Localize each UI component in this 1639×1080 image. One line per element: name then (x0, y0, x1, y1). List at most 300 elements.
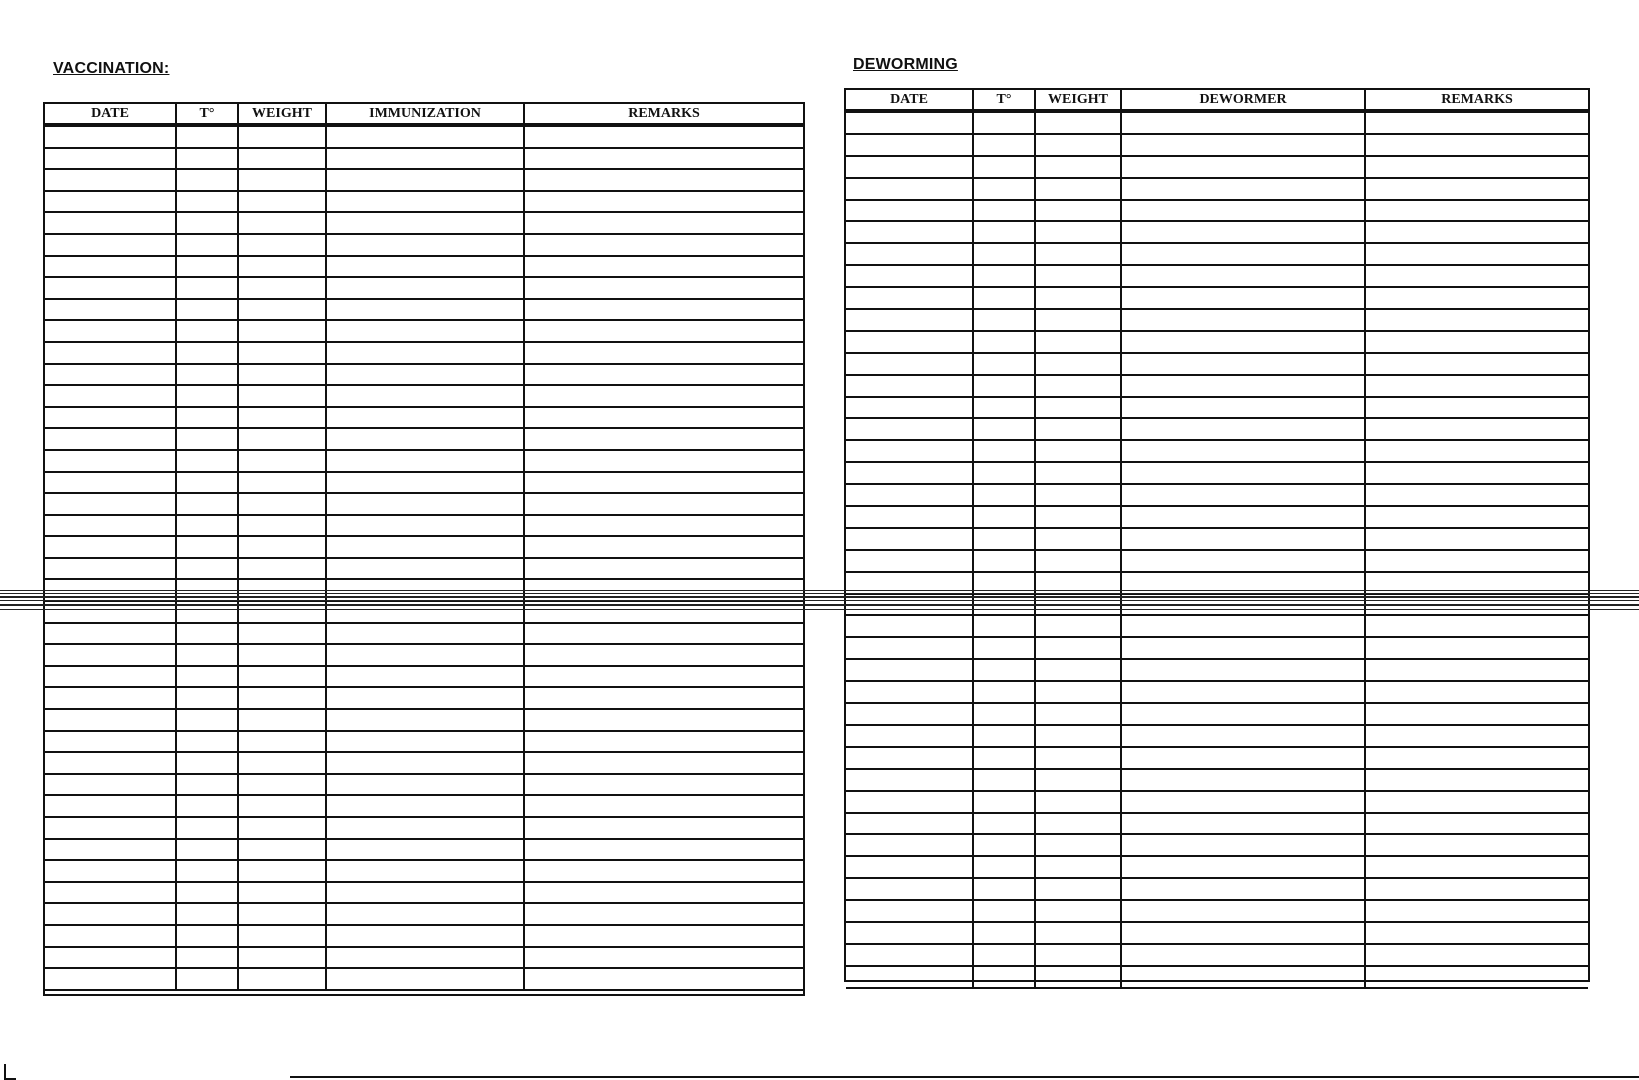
table-row (45, 300, 803, 322)
table-cell (846, 507, 974, 527)
table-cell (239, 688, 327, 708)
table-cell (177, 688, 239, 708)
table-cell (45, 278, 177, 298)
table-cell (525, 969, 803, 989)
table-cell (239, 516, 327, 536)
table-row (45, 818, 803, 840)
table-cell (525, 408, 803, 428)
table-cell (846, 551, 974, 571)
table-cell (1036, 507, 1122, 527)
vaccination-table (43, 102, 805, 996)
table-cell (1036, 923, 1122, 943)
table-cell (327, 883, 525, 903)
table-cell (974, 398, 1036, 418)
table-cell (525, 624, 803, 644)
table-cell (177, 861, 239, 881)
table-row (846, 507, 1588, 529)
table-cell (1122, 660, 1366, 680)
table-cell (974, 792, 1036, 812)
table-cell (525, 732, 803, 752)
table-cell (974, 310, 1036, 330)
column-header-weight: WEIGHT (239, 104, 327, 123)
table-cell (239, 235, 327, 255)
table-row (45, 494, 803, 516)
table-cell (525, 149, 803, 169)
table-row (45, 645, 803, 667)
table-cell (525, 300, 803, 320)
table-cell (1036, 485, 1122, 505)
table-cell (846, 157, 974, 177)
table-row (45, 904, 803, 926)
table-cell (45, 840, 177, 860)
table-cell (525, 235, 803, 255)
scan-artifact-band (0, 590, 1639, 612)
table-cell (177, 667, 239, 687)
table-cell (177, 473, 239, 493)
table-cell (1122, 616, 1366, 636)
table-cell (327, 753, 525, 773)
table-cell (1366, 266, 1588, 286)
table-row (846, 441, 1588, 463)
table-row (846, 179, 1588, 201)
table-cell (177, 235, 239, 255)
table-cell (846, 113, 974, 133)
table-cell (239, 861, 327, 881)
table-cell (1122, 376, 1366, 396)
table-cell (327, 732, 525, 752)
table-cell (525, 775, 803, 795)
table-cell (525, 192, 803, 212)
table-cell (1122, 463, 1366, 483)
table-cell (1122, 770, 1366, 790)
table-row (846, 682, 1588, 704)
table-cell (1122, 857, 1366, 877)
table-cell (1366, 463, 1588, 483)
table-row (846, 485, 1588, 507)
table-cell (327, 257, 525, 277)
table-cell (525, 796, 803, 816)
table-cell (327, 645, 525, 665)
table-cell (1122, 529, 1366, 549)
table-cell (974, 770, 1036, 790)
table-row (846, 463, 1588, 485)
table-row (846, 135, 1588, 157)
table-cell (525, 559, 803, 579)
table-cell (1036, 179, 1122, 199)
table-cell (239, 732, 327, 752)
table-cell (239, 818, 327, 838)
table-row (846, 157, 1588, 179)
table-cell (846, 857, 974, 877)
table-row (45, 257, 803, 279)
table-cell (239, 645, 327, 665)
table-cell (1366, 485, 1588, 505)
table-cell (974, 901, 1036, 921)
table-cell (1036, 660, 1122, 680)
table-cell (327, 904, 525, 924)
table-cell (1366, 923, 1588, 943)
table-cell (177, 213, 239, 233)
table-cell (327, 796, 525, 816)
table-row (45, 278, 803, 300)
table-cell (327, 818, 525, 838)
table-cell (1036, 945, 1122, 965)
table-cell (1122, 419, 1366, 439)
table-cell (45, 667, 177, 687)
table-cell (177, 149, 239, 169)
table-cell (45, 257, 177, 277)
table-cell (1366, 748, 1588, 768)
table-cell (525, 516, 803, 536)
table-cell (327, 149, 525, 169)
table-cell (1036, 113, 1122, 133)
table-cell (1366, 792, 1588, 812)
table-cell (1366, 157, 1588, 177)
table-cell (1122, 179, 1366, 199)
table-cell (846, 485, 974, 505)
table-cell (327, 451, 525, 471)
table-cell (974, 157, 1036, 177)
table-cell (1122, 726, 1366, 746)
table-cell (1366, 201, 1588, 221)
table-cell (45, 408, 177, 428)
table-cell (1036, 201, 1122, 221)
table-cell (846, 814, 974, 834)
table-cell (327, 473, 525, 493)
table-cell (525, 386, 803, 406)
table-cell (177, 257, 239, 277)
table-row (45, 343, 803, 365)
table-row (45, 667, 803, 689)
table-cell (1122, 967, 1366, 987)
table-cell (327, 537, 525, 557)
table-cell (239, 321, 327, 341)
table-cell (1366, 704, 1588, 724)
table-row (45, 969, 803, 991)
table-cell (1366, 398, 1588, 418)
table-cell (177, 775, 239, 795)
table-cell (1036, 354, 1122, 374)
table-cell (974, 857, 1036, 877)
table-cell (177, 969, 239, 989)
table-cell (45, 192, 177, 212)
table-cell (974, 551, 1036, 571)
table-cell (525, 343, 803, 363)
table-cell (177, 710, 239, 730)
table-cell (327, 192, 525, 212)
table-row (846, 748, 1588, 770)
table-cell (1366, 376, 1588, 396)
table-row (45, 796, 803, 818)
table-cell (239, 883, 327, 903)
table-cell (974, 354, 1036, 374)
table-cell (327, 775, 525, 795)
table-cell (1036, 638, 1122, 658)
table-cell (846, 967, 974, 987)
table-cell (974, 638, 1036, 658)
table-cell (327, 429, 525, 449)
table-cell (846, 288, 974, 308)
table-row (846, 792, 1588, 814)
table-cell (327, 213, 525, 233)
table-cell (1122, 135, 1366, 155)
table-cell (327, 969, 525, 989)
table-cell (974, 529, 1036, 549)
table-row (45, 149, 803, 171)
table-cell (45, 904, 177, 924)
table-cell (239, 300, 327, 320)
deworming-title: DEWORMING (853, 56, 958, 73)
vaccination-rows (45, 127, 803, 991)
table-cell (239, 149, 327, 169)
table-cell (974, 507, 1036, 527)
table-cell (1366, 419, 1588, 439)
table-cell (239, 948, 327, 968)
table-cell (974, 967, 1036, 987)
table-row (45, 753, 803, 775)
table-cell (525, 170, 803, 190)
table-row (846, 967, 1588, 989)
table-cell (1366, 682, 1588, 702)
table-cell (327, 386, 525, 406)
column-header-date: DATE (846, 90, 974, 109)
table-cell (974, 376, 1036, 396)
table-cell (1036, 529, 1122, 549)
table-cell (1036, 376, 1122, 396)
table-cell (1122, 441, 1366, 461)
table-row (846, 398, 1588, 420)
table-row (846, 551, 1588, 573)
table-cell (1122, 485, 1366, 505)
table-cell (1036, 266, 1122, 286)
table-cell (1036, 901, 1122, 921)
table-cell (327, 170, 525, 190)
table-cell (1036, 244, 1122, 264)
table-cell (525, 645, 803, 665)
table-row (45, 537, 803, 559)
table-cell (846, 616, 974, 636)
table-cell (177, 818, 239, 838)
table-cell (45, 170, 177, 190)
table-cell (974, 814, 1036, 834)
table-cell (327, 516, 525, 536)
table-cell (1122, 266, 1366, 286)
table-cell (327, 667, 525, 687)
table-cell (1366, 529, 1588, 549)
table-cell (239, 559, 327, 579)
table-cell (1366, 551, 1588, 571)
table-cell (1036, 551, 1122, 571)
table-cell (327, 127, 525, 147)
table-cell (177, 494, 239, 514)
table-cell (846, 179, 974, 199)
table-cell (1366, 616, 1588, 636)
table-row (846, 222, 1588, 244)
table-row (45, 710, 803, 732)
table-cell (1036, 814, 1122, 834)
column-header-date: DATE (45, 104, 177, 123)
table-cell (177, 624, 239, 644)
table-cell (239, 365, 327, 385)
table-cell (974, 266, 1036, 286)
table-row (846, 901, 1588, 923)
table-cell (1366, 726, 1588, 746)
table-cell (846, 266, 974, 286)
table-cell (177, 516, 239, 536)
column-header-temperature: T° (177, 104, 239, 123)
column-header-remarks: REMARKS (1441, 92, 1513, 107)
table-row (846, 376, 1588, 398)
table-cell (1036, 135, 1122, 155)
table-row (45, 516, 803, 538)
table-cell (1036, 310, 1122, 330)
table-cell (525, 473, 803, 493)
table-cell (177, 300, 239, 320)
table-cell (1122, 113, 1366, 133)
table-cell (327, 688, 525, 708)
table-cell (846, 201, 974, 221)
table-cell (846, 310, 974, 330)
table-row (45, 948, 803, 970)
table-cell (525, 494, 803, 514)
table-row (45, 926, 803, 948)
table-cell (974, 704, 1036, 724)
table-cell (45, 473, 177, 493)
table-cell (525, 365, 803, 385)
table-row (846, 835, 1588, 857)
table-cell (177, 926, 239, 946)
table-cell (974, 179, 1036, 199)
table-cell (1122, 222, 1366, 242)
table-cell (327, 235, 525, 255)
table-cell (1122, 835, 1366, 855)
table-cell (239, 192, 327, 212)
table-row (846, 704, 1588, 726)
table-cell (525, 213, 803, 233)
table-cell (177, 796, 239, 816)
table-cell (846, 135, 974, 155)
deworming-table (844, 88, 1590, 982)
table-row (45, 127, 803, 149)
table-cell (1366, 310, 1588, 330)
table-cell (1036, 288, 1122, 308)
page-bottom-edge (290, 1076, 1639, 1078)
table-row (45, 840, 803, 862)
table-cell (525, 451, 803, 471)
table-cell (177, 904, 239, 924)
table-cell (177, 170, 239, 190)
table-cell (974, 288, 1036, 308)
table-cell (327, 840, 525, 860)
table-cell (1366, 835, 1588, 855)
table-cell (1122, 201, 1366, 221)
table-cell (974, 113, 1036, 133)
table-cell (45, 300, 177, 320)
table-cell (1122, 310, 1366, 330)
table-cell (1122, 879, 1366, 899)
table-cell (525, 537, 803, 557)
table-cell (1122, 682, 1366, 702)
table-cell (327, 926, 525, 946)
table-cell (1036, 704, 1122, 724)
table-cell (1122, 638, 1366, 658)
table-row (45, 473, 803, 495)
table-row (45, 624, 803, 646)
table-row (45, 861, 803, 883)
table-cell (525, 321, 803, 341)
table-cell (239, 969, 327, 989)
table-cell (45, 645, 177, 665)
table-row (45, 883, 803, 905)
table-cell (525, 861, 803, 881)
table-row (45, 451, 803, 473)
table-cell (1036, 682, 1122, 702)
table-cell (1366, 770, 1588, 790)
table-cell (974, 616, 1036, 636)
table-cell (974, 419, 1036, 439)
table-cell (177, 732, 239, 752)
table-cell (1366, 441, 1588, 461)
table-cell (525, 429, 803, 449)
table-row (846, 638, 1588, 660)
column-header-immunization: IMMUNIZATION (327, 104, 525, 123)
table-cell (177, 278, 239, 298)
table-cell (177, 537, 239, 557)
table-cell (45, 969, 177, 989)
table-cell (525, 904, 803, 924)
table-cell (1036, 967, 1122, 987)
table-cell (1366, 507, 1588, 527)
table-cell (45, 494, 177, 514)
table-cell (974, 201, 1036, 221)
table-cell (525, 948, 803, 968)
table-cell (1366, 113, 1588, 133)
table-cell (177, 451, 239, 471)
table-cell (239, 343, 327, 363)
table-cell (1366, 638, 1588, 658)
table-cell (327, 559, 525, 579)
table-cell (1366, 354, 1588, 374)
table-row (846, 616, 1588, 638)
table-cell (1366, 814, 1588, 834)
column-header-dewormer: DEWORMER (1122, 90, 1366, 109)
table-cell (239, 667, 327, 687)
table-cell (45, 451, 177, 471)
table-cell (1122, 332, 1366, 352)
table-cell (1122, 157, 1366, 177)
table-cell (45, 861, 177, 881)
table-cell (846, 419, 974, 439)
table-cell (525, 753, 803, 773)
table-cell (974, 835, 1036, 855)
table-cell (177, 343, 239, 363)
table-cell (1366, 244, 1588, 264)
table-cell (846, 638, 974, 658)
table-cell (846, 354, 974, 374)
table-row (45, 235, 803, 257)
table-cell (1122, 244, 1366, 264)
table-row (846, 201, 1588, 223)
table-cell (846, 660, 974, 680)
table-cell (239, 753, 327, 773)
table-cell (239, 473, 327, 493)
table-cell (1366, 222, 1588, 242)
table-cell (525, 257, 803, 277)
table-cell (846, 748, 974, 768)
table-cell (1122, 901, 1366, 921)
table-row (846, 244, 1588, 266)
table-cell (974, 135, 1036, 155)
